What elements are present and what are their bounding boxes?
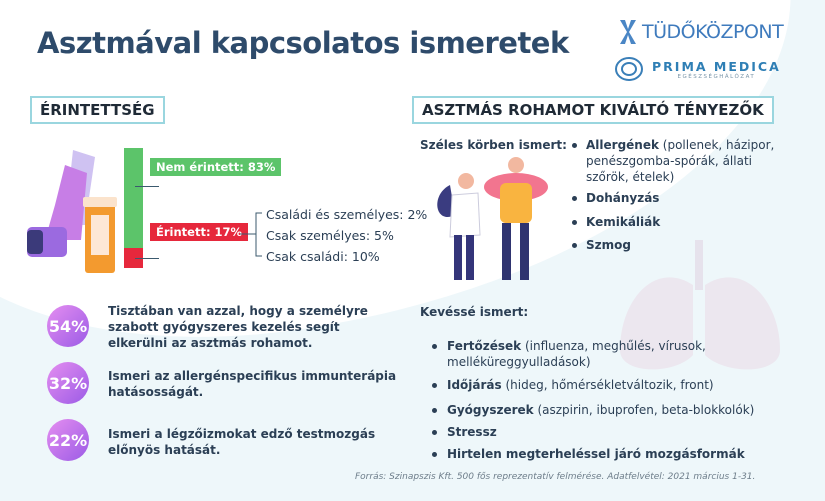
not-affected-bar bbox=[124, 148, 143, 248]
list-item: Stressz bbox=[447, 425, 497, 439]
item-detail: szőrök, ételek) bbox=[586, 170, 675, 184]
affected-heading: ÉRINTETTSÉG bbox=[30, 96, 165, 124]
leader-line bbox=[135, 258, 159, 259]
triggers-heading: ASZTMÁS ROHAMOT KIVÁLTÓ TÉNYEZŐK bbox=[412, 96, 774, 124]
stat-text bbox=[108, 426, 375, 458]
bullet-icon bbox=[432, 452, 437, 457]
source-note: Forrás: Szinapszis Kft. 500 fős reprezentatív felmérése. Adatfelvétel: 2021 március 1-31. bbox=[355, 472, 756, 482]
not-affected-label: Nem érintett: 83% bbox=[150, 158, 281, 176]
bullet-icon bbox=[432, 408, 437, 413]
stat-line: Ismeri az allergénspecifikus immunterápia bbox=[108, 369, 397, 383]
list-item: Szmog bbox=[586, 238, 631, 252]
stat-badge: 22% bbox=[47, 419, 89, 461]
stat-line: szabott gyógyszeres kezelés segít bbox=[108, 320, 340, 334]
tudokozpont-logo: TÜDŐKÖZPONT bbox=[618, 18, 783, 46]
breakdown-item: Csak családi: 10% bbox=[266, 249, 380, 264]
item-detail: melléküreggyulladások) bbox=[447, 355, 591, 369]
stat-line: hatásosságát. bbox=[108, 385, 204, 399]
item-name: Allergének bbox=[586, 138, 659, 152]
stat-line: Ismeri a légzőizmokat edző testmozgás bbox=[108, 427, 376, 441]
list-item: Dohányzás bbox=[586, 191, 660, 205]
doctor-patient-illustration bbox=[430, 155, 560, 285]
stat-badge: 54% bbox=[47, 305, 89, 347]
stat-badge: 32% bbox=[47, 362, 89, 404]
breakdown-item: Csak személyes: 5% bbox=[266, 228, 394, 243]
prima-medica-logo: PRIMA MEDICA EGÉSZSÉGHÁLÓZAT bbox=[614, 56, 781, 82]
item-detail: (hideg, hőmérsékletváltozik, front) bbox=[501, 378, 714, 392]
item-detail: (influenza, meghűlés, vírusok, bbox=[521, 339, 706, 353]
stat-text bbox=[108, 368, 396, 400]
spiral-icon bbox=[614, 56, 644, 82]
bullet-icon bbox=[432, 383, 437, 388]
item-detail: (pollenek, házipor, bbox=[658, 138, 775, 152]
item-name: Gyógyszerek bbox=[447, 403, 534, 417]
breakdown-item: Családi és személyes: 2% bbox=[266, 207, 428, 222]
page-title: Asztmával kapcsolatos ismeretek bbox=[37, 26, 569, 60]
bullet-icon bbox=[432, 430, 437, 435]
list-item: Kemikáliák bbox=[586, 215, 661, 229]
bullet-icon bbox=[432, 344, 437, 349]
item-name: Időjárás bbox=[447, 378, 502, 392]
item-detail: penészgomba-spórák, állati bbox=[586, 154, 752, 168]
item-name: Fertőzések bbox=[447, 339, 522, 353]
inhaler-illustration bbox=[25, 145, 125, 275]
known-label: Széles körben ismert: bbox=[420, 138, 567, 152]
stat-line: előnyös hatását. bbox=[108, 443, 221, 457]
list-item bbox=[447, 338, 706, 370]
stat-line: elkerülni az asztmás rohamot. bbox=[108, 336, 313, 350]
list-item bbox=[447, 377, 714, 393]
affected-breakdown bbox=[266, 204, 427, 267]
bullet-icon bbox=[572, 243, 577, 248]
stat-line: Tisztában van azzal, hogy a személyre bbox=[108, 304, 368, 318]
list-item: Hirtelen megterheléssel járó mozgásformák bbox=[447, 447, 745, 461]
item-detail: (aszpirin, ibuprofen, beta-blokkolók) bbox=[533, 403, 755, 417]
bullet-icon bbox=[572, 196, 577, 201]
lung-x-icon bbox=[618, 18, 638, 46]
bullet-icon bbox=[572, 143, 577, 148]
affected-label: Érintett: 17% bbox=[150, 223, 248, 241]
list-item bbox=[586, 137, 774, 185]
bracket bbox=[240, 210, 265, 260]
less-known-label: Kevéssé ismert: bbox=[420, 305, 529, 319]
stat-text bbox=[108, 303, 368, 351]
list-item bbox=[447, 402, 754, 418]
bullet-icon bbox=[572, 220, 577, 225]
leader-line bbox=[135, 186, 159, 187]
